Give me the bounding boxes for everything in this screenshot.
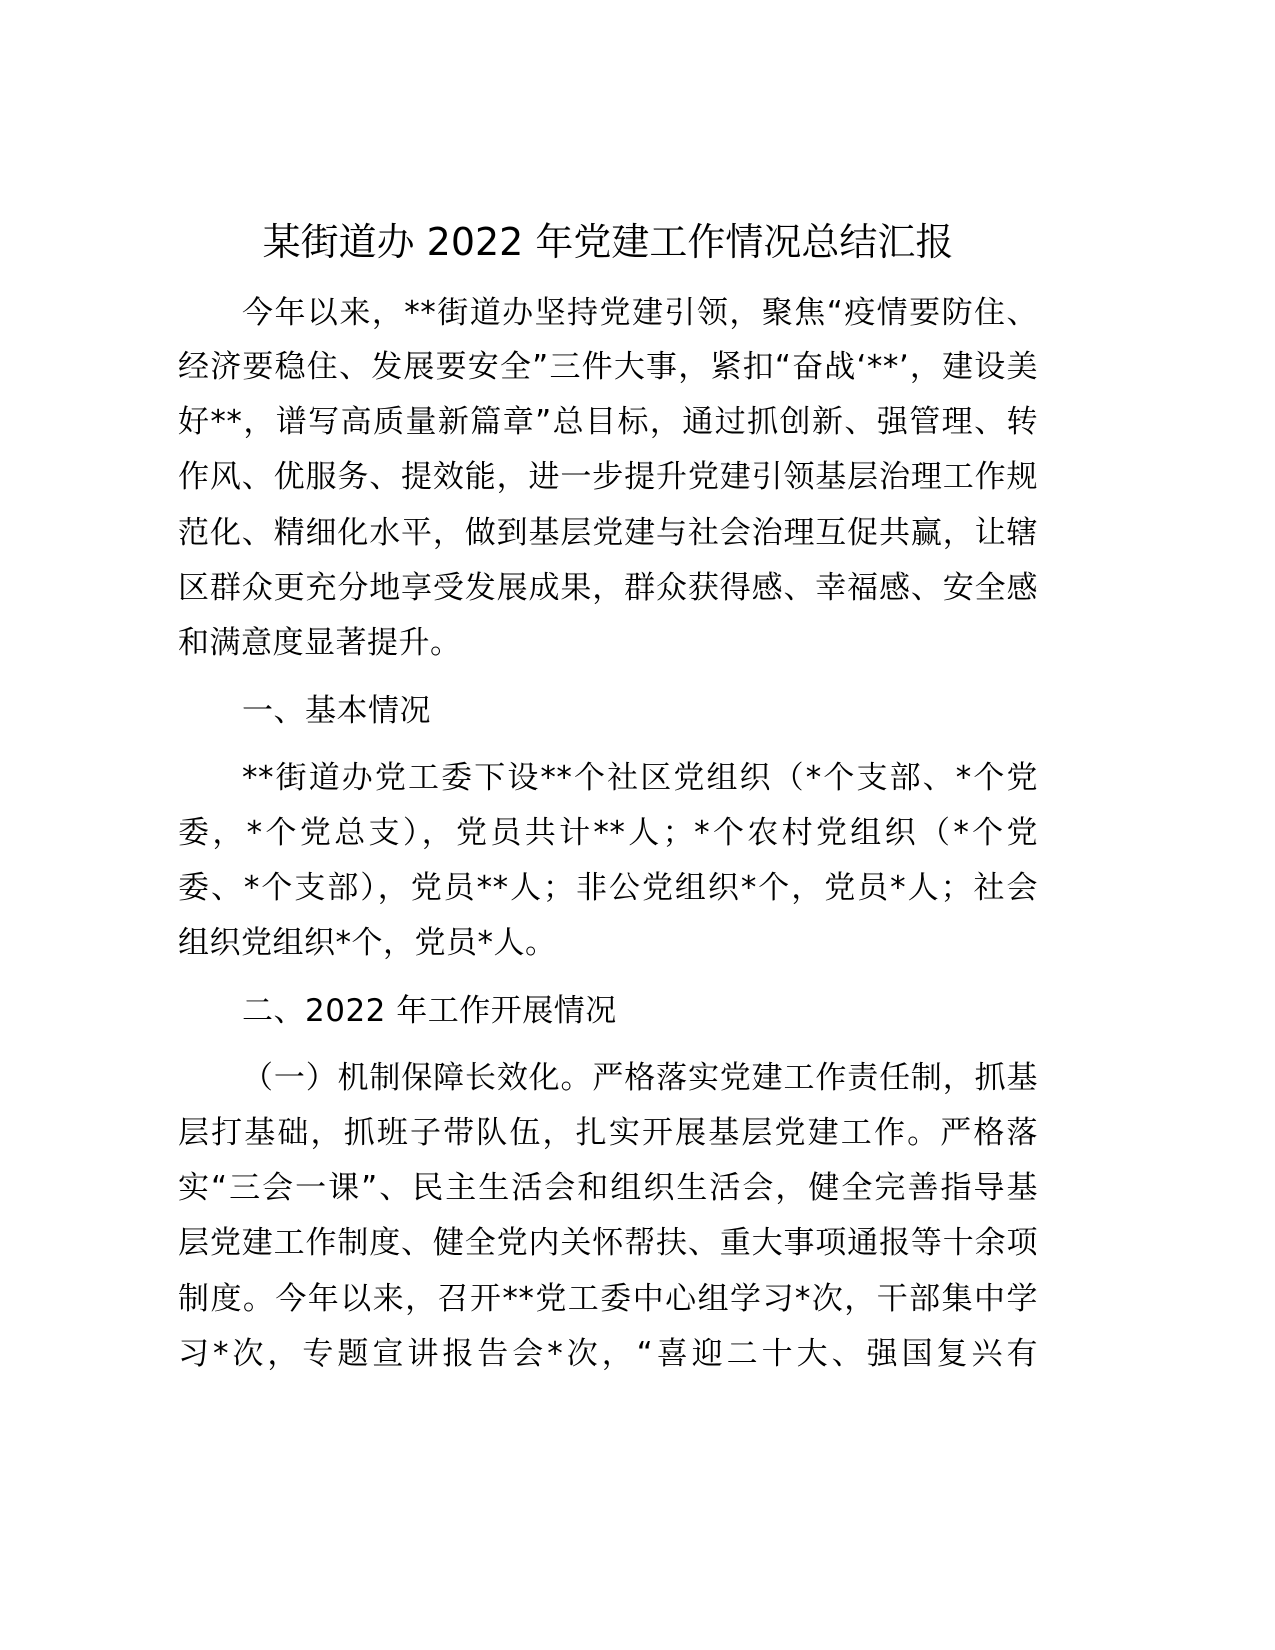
paragraph-basic-info-line-3: 委、*个支部），党员**人；非公党组织*个，党员*人；社会 [178, 870, 1038, 906]
paragraph-mechanism-line-4: 层党建工作制度、健全党内关怀帮扶、重大事项通报等十余项 [178, 1225, 1038, 1261]
paragraph-intro-line-6: 区群众更充分地享受发展成果，群众获得感、幸福感、安全感 [178, 570, 1038, 606]
paragraph-mechanism-line-3: 实“三会一课”、民主生活会和组织生活会，健全完善指导基 [178, 1170, 1038, 1206]
paragraph-mechanism-line-6: 习*次，专题宣讲报告会*次，“喜迎二十大、强国复兴有 [178, 1336, 1038, 1372]
paragraph-basic-info-line-1: **街道办党工委下设**个社区党组织（*个支部、*个党 [242, 760, 1038, 796]
paragraph-mechanism-line-1: （一）机制保障长效化。严格落实党建工作责任制，抓基 [242, 1060, 1038, 1096]
document-title: 某街道办 2022 年党建工作情况总结汇报 [262, 220, 954, 264]
paragraph-basic-info-line-4: 组织党组织*个，党员*人。 [178, 925, 557, 961]
paragraph-mechanism-line-5: 制度。今年以来，召开**党工委中心组学习*次，干部集中学 [178, 1281, 1038, 1317]
paragraph-intro-line-4: 作风、优服务、提效能，进一步提升党建引领基层治理工作规 [178, 459, 1038, 495]
paragraph-intro-line-7: 和满意度显著提升。 [178, 625, 462, 661]
paragraph-intro-line-3: 好**，谱写高质量新篇章”总目标，通过抓创新、强管理、转 [178, 404, 1038, 440]
paragraph-intro-line-1: 今年以来，**街道办坚持党建引领，聚焦“疫情要防住、 [242, 295, 1038, 331]
paragraph-intro-line-5: 范化、精细化水平，做到基层党建与社会治理互促共赢，让辖 [178, 515, 1038, 551]
paragraph-intro-line-2: 经济要稳住、发展要安全”三件大事，紧扣“奋战‘**’，建设美 [178, 349, 1038, 385]
paragraph-mechanism-line-2: 层打基础，抓班子带队伍，扎实开展基层党建工作。严格落 [178, 1115, 1038, 1151]
paragraph-basic-info-line-2: 委，*个党总支），党员共计**人；*个农村党组织（*个党 [178, 815, 1038, 851]
section-heading-basic-info: 一、基本情况 [242, 693, 431, 729]
section-heading-work-progress: 二、2022 年工作开展情况 [242, 993, 617, 1029]
